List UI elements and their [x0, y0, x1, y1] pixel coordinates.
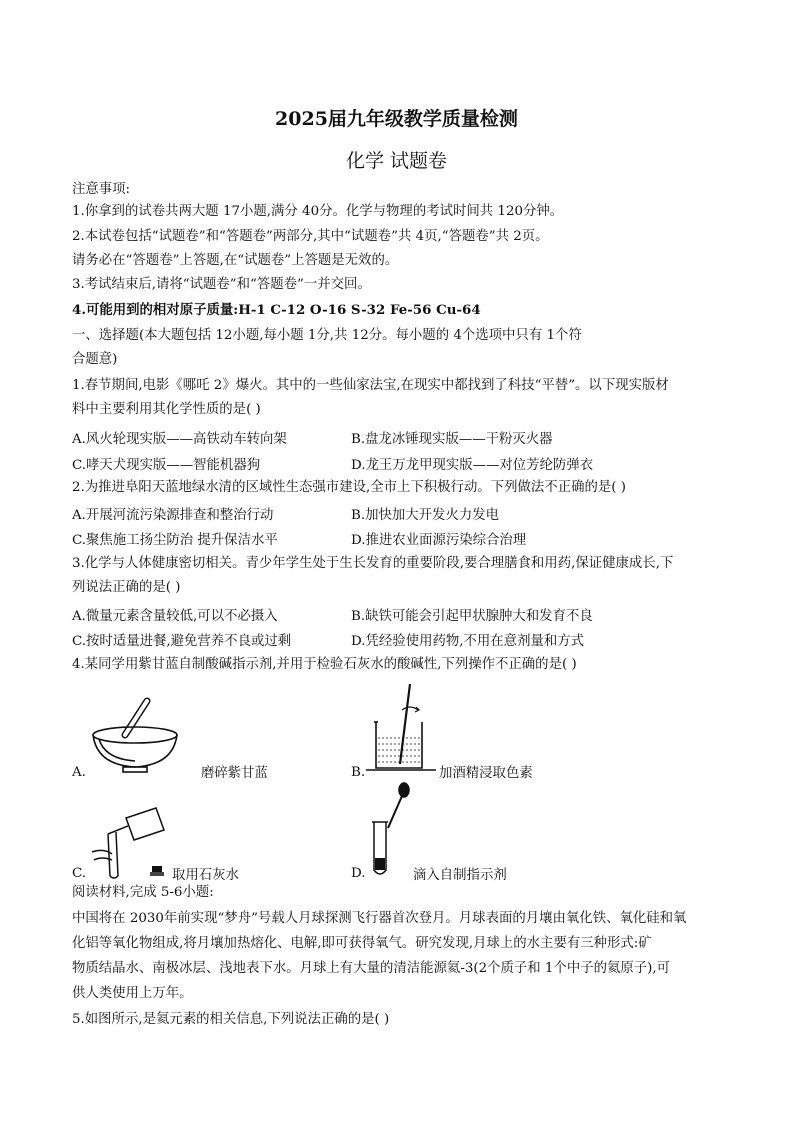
q3-option-c: C.按时适量进餐,避免营养不良或过剩 — [72, 634, 292, 649]
q3-stem-cont: 列说法正确的是( ) — [72, 580, 181, 595]
q4-option-a-letter: A. — [72, 765, 86, 780]
page-subtitle: 化学 试题卷 — [345, 150, 448, 172]
reading-paragraph-line-2: 化铝等氧化物组成,将月壤加热熔化、电解,即可获得氧气。研究发现,月球上的水主要有三种形式:矿 — [72, 936, 652, 951]
q2-option-d: D.推进农业面源污染综合治理 — [351, 533, 527, 548]
q3-option-d: D.凭经验使用药物,不用在意剂量和方式 — [351, 634, 585, 649]
reading-intro: 阅读材料,完成 5-6小题: — [72, 885, 214, 900]
notice-item-4: 4.可能用到的相对原子质量:H-1 C-12 O-16 S-32 Fe-56 Cu-64 — [72, 302, 481, 318]
q1-stem-cont: 料中主要利用其化学性质的是( ) — [72, 402, 261, 417]
reading-paragraph-line-3: 物质结晶水、南极冰层、浅地表下水。月球上有大量的清洁能源氦-3(2个质子和 1个中子的氦原子),可 — [72, 961, 671, 976]
notice-item-2: 2.本试卷包括“试题卷”和“答题卷”两部分,其中“试题卷”共 4页,“答题卷”共 2页。 — [72, 229, 549, 244]
q2-option-a: A.开展河流污染源排查和整治行动 — [72, 508, 274, 523]
q1-option-c: C.哮天犬现实版——智能机器狗 — [72, 458, 261, 473]
notice-item-3: 3.考试结束后,请将“试题卷”和“答题卷”一并交回。 — [72, 277, 371, 292]
q2-option-b: B.加快加大开发火力发电 — [351, 508, 500, 523]
notice-item-1: 1.你拿到的试卷共两大题 17小题,满分 40分。化学与物理的考试时间共 120分钟。 — [72, 204, 564, 219]
q2-option-c: C.聚焦施工扬尘防治 提升保洁水平 — [72, 533, 278, 548]
notice-heading: 注意事项: — [72, 182, 131, 197]
page-title: 2025届九年级教学质量检测 — [275, 108, 518, 130]
q1-stem: 1.春节期间,电影《哪吒 2》爆火。其中的一些仙家法宝,在现实中都找到了科技“平替”。以下现实版材 — [72, 378, 669, 393]
q4-stem: 4.某同学用紫甘蓝自制酸碱指示剂,并用于检验石灰水的酸碱性,下列操作不正确的是( ) — [72, 657, 577, 672]
dropper-testtube-figure — [368, 782, 418, 880]
q1-option-d: D.龙王万龙甲现实版——对位芳纶防弹衣 — [351, 458, 594, 473]
q4-option-b-label: 加酒精浸取色素 — [439, 766, 533, 781]
q4-option-d-letter: D. — [351, 866, 366, 881]
q1-option-a: A.风火轮现实版——高铁动车转向架 — [72, 432, 287, 447]
q4-option-c-letter: C. — [72, 866, 87, 881]
q3-option-a: A.微量元素含量较低,可以不必摄入 — [72, 609, 278, 624]
q4-option-b-letter: B. — [351, 765, 366, 780]
q1-option-b: B.盘龙冰锤现实版——干粉灭火器 — [351, 432, 553, 447]
section-heading-cont: 合题意) — [72, 352, 118, 367]
pouring-figure — [86, 800, 176, 880]
q3-stem: 3.化学与人体健康密切相关。青少年学生处于生长发育的重要阶段,要合理膳食和用药,保证健康成长,下 — [72, 556, 674, 571]
q3-option-b: B.缺铁可能会引起甲状腺肿大和发育不良 — [351, 609, 593, 624]
q4-option-d-label: 滴入自制指示剂 — [413, 868, 507, 883]
mortar-pestle-figure — [85, 695, 190, 775]
q4-option-a-label: 磨碎紫甘蓝 — [201, 766, 268, 781]
reading-paragraph-line-4: 供人类使用上万年。 — [72, 986, 193, 1001]
notice-item-2-cont: 请务必在“答题卷”上答题,在“试题卷”上答题是无效的。 — [72, 253, 399, 268]
q4-option-c-label: 取用石灰水 — [172, 868, 239, 883]
q5-stem: 5.如图所示,是氦元素的相关信息,下列说法正确的是( ) — [72, 1012, 390, 1027]
section-heading: 一、选择题(本大题包括 12小题,每小题 1分,共 12分。每小题的 4个选项中只有 1个符 — [72, 328, 582, 343]
beaker-stirring-figure — [364, 680, 439, 775]
q2-stem: 2.为推进阜阳天蓝地绿水清的区域性生态强市建设,全市上下积极行动。下列做法不正确的是( ) — [72, 480, 626, 495]
reading-paragraph-line-1: 中国将在 2030年前实现“梦舟”号载人月球探测飞行器首次登月。月球表面的月壤由氧化铁、氧化硅和氧 — [72, 911, 687, 926]
